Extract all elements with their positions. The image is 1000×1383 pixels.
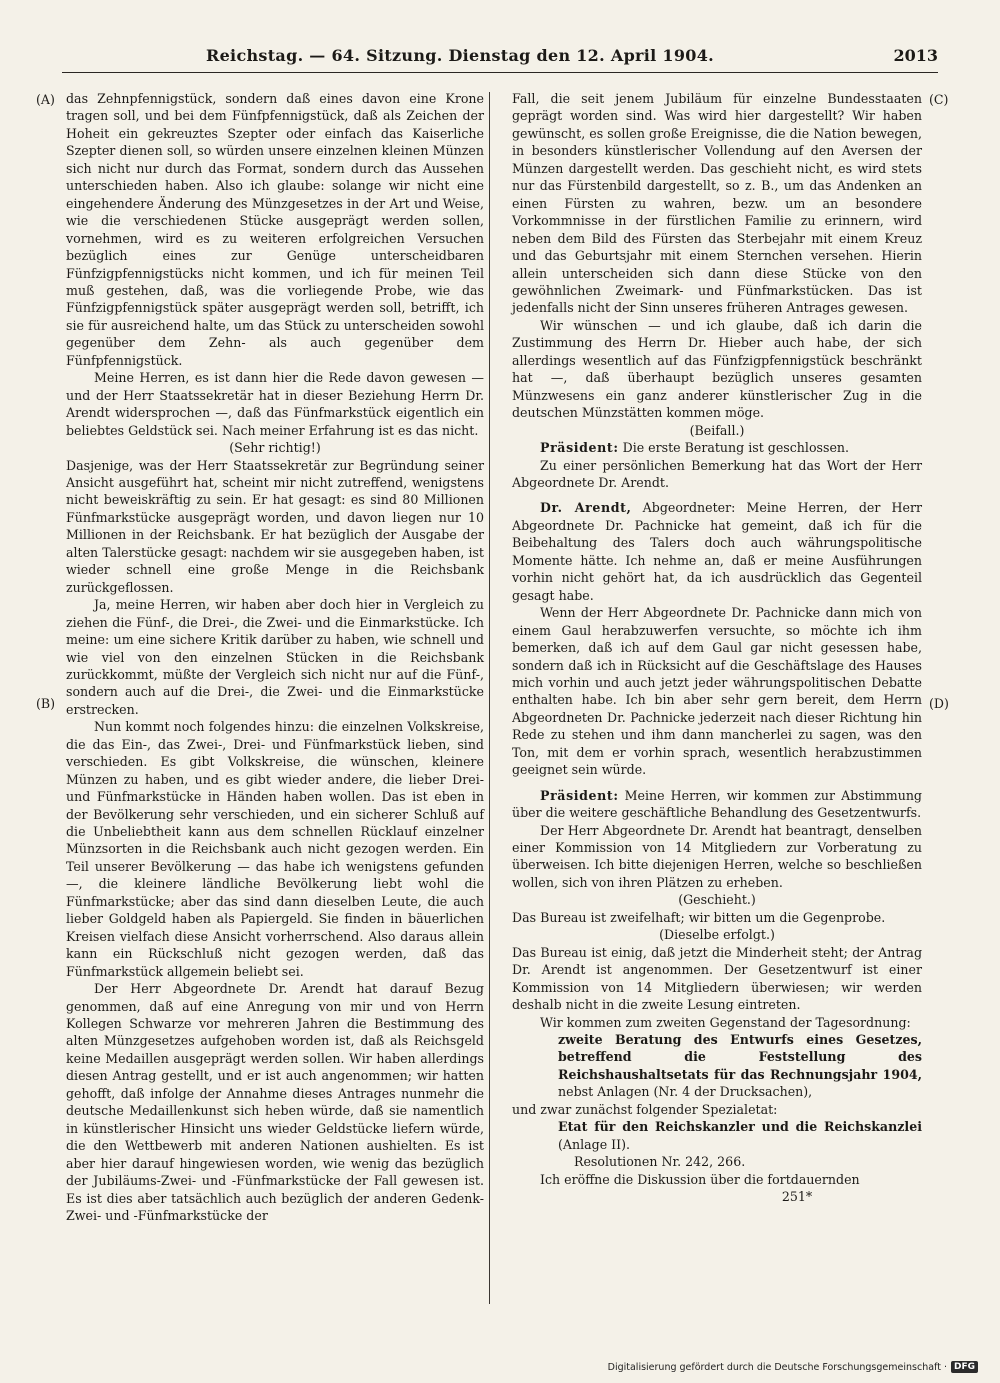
- right-column: [512, 90, 922, 1206]
- paragraph: Meine Herren, es ist dann hier die Rede davon gewesen — und der Herr Staatssekretär hat in dieser Beziehung Herrn Dr. Arendt widersprochen —, daß das Fünfmarkstück eigentlich ein beliebtes Geldstück sei. Nach meiner Erfahrung ist es das nicht.: [66, 370, 484, 438]
- speaker-name: Präsident:: [540, 440, 619, 456]
- agenda-detail: nebst Anlagen (Nr. 4 der Drucksachen),: [558, 1084, 813, 1100]
- paragraph: Ich eröffne die Diskussion über die fortdauernden: [540, 1171, 860, 1187]
- interjection: (Sehr richtig!): [229, 440, 321, 456]
- agenda-title: zweite Beratung des Entwurfs eines Gesetzes, betreffend die Feststellung des Reichshaushaltsetats für das Rechnungsjahr 1904,: [558, 1032, 922, 1082]
- paragraph: Wir kommen zum zweiten Gegenstand der Tagesordnung:: [540, 1014, 911, 1030]
- paragraph: Nun kommt noch folgendes hinzu: die einzelnen Volkskreise, die das Ein-, das Zwei-, Drei- und Fünfmarkstück lieben, sind verschieden. Es gibt Volkskreise, die wünschen, kleinere Münzen zu haben, und es gibt wieder andere, die lieber Drei- und Fünfmarkstücke in Händen haben wollen. Das ist eben in der Bevölkerung sehr verschieden, und ein sicherer Schluß auf die Unbeliebtheit kann aus dem schnellen Rücklauf einzelner Münzsorten in die Reichsbank auch nicht gezogen werden. Ein Teil unserer Bevölkerung — das habe ich wenigstens gefunden —, die kleinere ländliche Bevölkerung liebt wohl die Fünfmarkstücke; aber das sind dann dieselben Leute, die auch lieber Goldgeld haben als Papiergeld. Sie finden in bäuerlichen Kreisen vielfach diese Ansicht vorherrschend. Also daraus allein kann ein Rückschluß nicht gezogen werden, daß das Fünfmarkstück allgemein beliebt sei.: [66, 719, 484, 979]
- speech-text: Die erste Beratung ist geschlossen.: [618, 440, 850, 456]
- interjection: (Beifall.): [689, 422, 745, 438]
- interjection: (Dieselbe erfolgt.): [659, 927, 775, 943]
- margin-marker-d: (D): [929, 696, 949, 711]
- speech-text: Abgeordneter: Meine Herren, der Herr Abgeordnete Dr. Pachnicke hat gemeint, daß ich für die Beibehaltung des Talers doch auch währungspolitische Momente hätte. Ich nehme an, daß er meine Ausführungen vorhin nicht gehört hat, da ich ausdrücklich das Gegenteil gesagt habe.: [512, 500, 922, 603]
- page-number: 2013: [893, 46, 938, 65]
- margin-marker-c: (C): [929, 92, 949, 107]
- paragraph: Das Bureau ist einig, daß jetzt die Minderheit steht; der Antrag Dr. Arendt ist angenommen. Der Gesetzentwurf ist einer Kommission von 14 Mitgliedern überwiesen; wir werden deshalb nicht in die zweite Lesung eintreten.: [512, 944, 922, 1013]
- left-column: [66, 90, 484, 1224]
- footer-text: Digitalisierung gefördert durch die Deutsche Forschungsgemeinschaft ·: [607, 1361, 947, 1373]
- paragraph: Fall, die seit jenem Jubiläum für einzelne Bundesstaaten geprägt worden sind. Was wird hier dargestellt? Wir haben gewünscht, es sollen große Ereignisse, die die Nation bewegen, in besonders künstlerischer Vollendung auf den Aversen der Münzen dargestellt werden. Das geschieht nicht, es wird stets nur das Fürstenbild dargestellt, so z. B., um das Andenken an einen Fürsten zu wahren, bezw. um an besondere Vorkommnisse in der fürstlichen Familie zu erinnern, wird neben dem Bild des Fürsten das Sterbejahr mit einem Kreuz und das Geburtsjahr mit einem Sternchen versehen. Hierin allein unterscheiden sich dann diese Stücke von den gewöhnlichen Zweimark- und Fünfmarkstücken. Das ist jedenfalls nicht der Sinn unseres früheren Antrages gewesen.: [512, 91, 922, 316]
- paragraph: Wenn der Herr Abgeordnete Dr. Pachnicke dann mich von einem Gaul herabzuwerfen versuchte, so möchte ich ihm bemerken, daß ich auf dem Gaul gar nicht gesessen habe, sondern daß ich in Rücksicht auf die Geschäftslage des Hauses mich vorhin und auch jetzt jeder währungspolitischen Debatte enthalten habe. Ich bin aber sehr gern bereit, dem Herrn Abgeordneten Dr. Pachnicke jederzeit nach dieser Richtung hin Rede zu stehen und ihm dann mancherlei zu sagen, was den Ton, mit dem er vorhin sprach, wesentlich herabzustimmen geeignet sein würde.: [512, 605, 922, 778]
- interjection: (Geschieht.): [678, 892, 756, 908]
- paragraph: Ja, meine Herren, wir haben aber doch hier in Vergleich zu ziehen die Fünf-, die Drei-, die Zwei- und die Einmarkstücke. Ich meine: um eine sichere Kritik darüber zu haben, wie schnell und wie viel von den einzelnen Stücken in die Reichsbank zurückkommt, müßte der Vergleich sich nicht nur auf die Fünf-, sondern auch auf die Drei-, die Zwei- und die Einmarkstücke erstrecken.: [66, 597, 484, 717]
- paragraph: [512, 787, 922, 822]
- paragraph: und zwar zunächst folgender Spezialetat:: [512, 1101, 778, 1117]
- paragraph: Wir wünschen — und ich glaube, daß ich darin die Zustimmung des Herrn Dr. Hieber auch habe, der sich allerdings wesentlich auf das Fünfzigpfennigstück beschränkt hat —, daß überhaupt bezüglich unseres gesamten Münzwesens ein ganz anderer künstlerischer Zug in die deutschen Münzstätten kommen möge.: [512, 317, 922, 421]
- paragraph: Zu einer persönlichen Bemerkung hat das Wort der Herr Abgeordnete Dr. Arendt.: [512, 457, 922, 490]
- paragraph: Der Herr Abgeordnete Dr. Arendt hat darauf Bezug genommen, daß auf eine Anregung von mir und von Herrn Kollegen Schwarze vor mehreren Jahren die Bestimmung des alten Münzgesetzes aufgehoben worden ist, daß als Reichsgeld keine Medaillen ausgeprägt werden sollen. Wir haben allerdings diesen Antrag gestellt, und er ist auch angenommen; wir hatten gehofft, daß infolge der Annahme dieses Antrages nunmehr die deutsche Medaillenkunst sich heben würde, daß sie namentlich in künstlerischer Hinsicht uns wieder Geldstücke liefern würde, die den Wettbewerb mit anderen Nationen aushielten. Es ist aber hier darauf hingewiesen worden, wie wenig das bezüglich der Jubiläums-Zwei- und -Fünfmarkstücke der Fall gewesen ist. Es ist dies aber tatsächlich auch bezüglich der anderen Gedenk-Zwei- und -Fünfmarkstücke der: [66, 981, 484, 1223]
- speaker-name: Präsident:: [540, 787, 619, 803]
- resolutions: Resolutionen Nr. 242, 266.: [574, 1154, 746, 1170]
- agenda-item: [512, 1118, 922, 1153]
- paragraph: [512, 439, 922, 456]
- sheet-signature: 251*: [781, 1189, 813, 1205]
- header-title: Reichstag. — 64. Sitzung. Dienstag den 12. April 1904.: [205, 46, 715, 65]
- agenda-item: [512, 1031, 922, 1101]
- margin-marker-a: (A): [36, 92, 55, 107]
- margin-marker-b: (B): [36, 696, 56, 711]
- agenda-title: Etat für den Reichskanzler und die Reichskanzlei: [558, 1119, 922, 1135]
- dfg-logo-icon: DFG: [951, 1361, 978, 1373]
- running-header: [62, 44, 938, 73]
- column-divider: [489, 92, 490, 1304]
- paragraph: [512, 499, 922, 604]
- agenda-detail: (Anlage II).: [558, 1136, 631, 1152]
- speaker-name: Dr. Arendt,: [540, 500, 632, 516]
- paragraph: Dasjenige, was der Herr Staatssekretär zur Begründung seiner Ansicht ausgeführt hat, scheint mir nicht zutreffend, wenigstens nicht beweiskräftig zu sein. Er hat gesagt: es sind 80 Millionen Fünfmarkstücke ausgeprägt worden, und davon liegen nur 10 Millionen in der Reichsbank. Er hat bezüglich der Ausgabe der alten Talerstücke gesagt: nachdem wir sie ausgegeben haben, ist wieder schnell eine große Menge in die Reichsbank zurückgeflossen.: [66, 457, 484, 595]
- paragraph: Das Bureau ist zweifelhaft; wir bitten um die Gegenprobe.: [512, 909, 886, 925]
- paragraph: das Zehnpfennigstück, sondern daß eines davon eine Krone tragen soll, und bei dem Fünfpfennigstück, daß als Zeichen der Hoheit ein gekreuztes Szepter oder einfach das Kaiserliche Szepter dienen soll, so würden unsere einzelnen kleinen Münzen sich nicht nur durch das Format, sondern durch das Aussehen unterschieden haben. Also ich glaube: solange wir nicht eine eingehendere Änderung des Münzgesetzes in der Art und Weise, wie die verschiedenen Stücke ausgeprägt werden sollen, vornehmen, wird es zu weiteren erfolgreichen Versuchen bezüglich eines zur Genüge unterscheidbaren Fünfzigpfennigstücks nicht kommen, und ich für meinen Teil muß gestehen, daß, was die vorliegende Probe, wie das Fünfzigpfennigstück später ausgeprägt werden soll, betrifft, ich sie für ausreichend halte, um das Stück zu unterscheiden sowohl gegenüber dem Zehn- als auch gegenüber dem Fünfpfennigstück.: [66, 91, 484, 368]
- speech-text: Meine Herren, wir kommen zur Abstimmung über die weitere geschäftliche Behandlung des Gesetzentwurfs.: [512, 787, 922, 821]
- paragraph: Der Herr Abgeordnete Dr. Arendt hat beantragt, denselben einer Kommission von 14 Mitgliedern zur Vorberatung zu überweisen. Ich bitte diejenigen Herren, welche so beschließen wollen, sich von ihren Plätzen zu erheben.: [512, 822, 922, 890]
- digitization-footer: [608, 1361, 978, 1373]
